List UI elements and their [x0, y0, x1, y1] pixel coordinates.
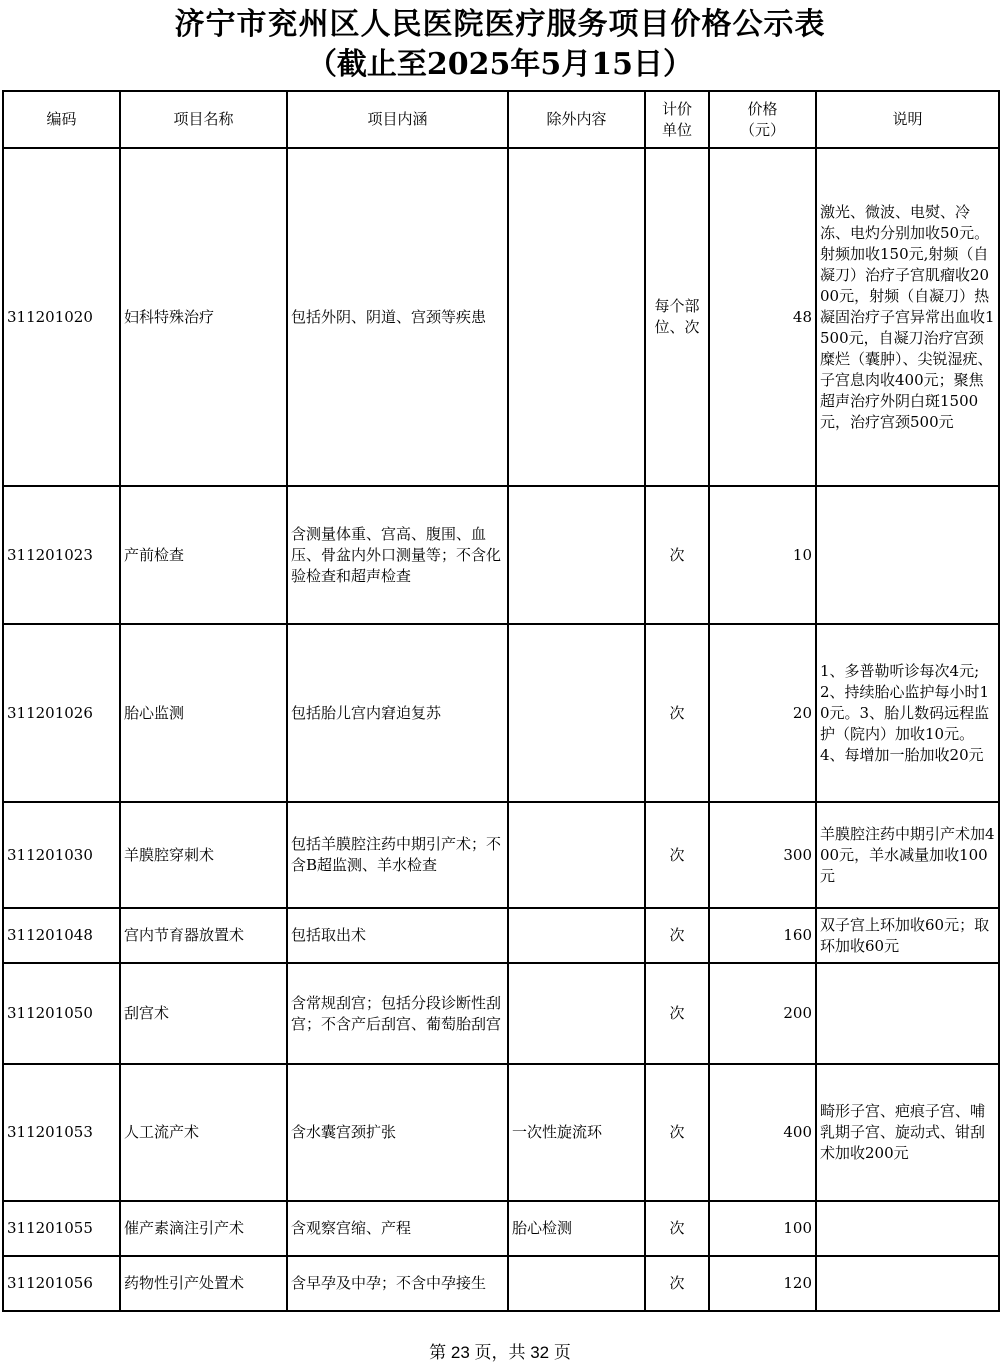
cell-price: 160 — [709, 908, 816, 963]
cell-code: 311201048 — [3, 908, 120, 963]
cell-note — [816, 486, 999, 624]
cell-name: 人工流产术 — [120, 1064, 287, 1201]
table-row — [3, 1064, 999, 1201]
header-note: 说明 — [816, 91, 999, 148]
cell-exclude: 一次性旋流环 — [508, 1064, 645, 1201]
cell-code: 311201020 — [3, 148, 120, 486]
cell-unit: 每个部位、次 — [645, 148, 709, 486]
cell-content: 含观察宫缩、产程 — [287, 1201, 508, 1256]
cell-content: 包括取出术 — [287, 908, 508, 963]
cell-content: 包括外阴、阴道、宫颈等疾患 — [287, 148, 508, 486]
cell-note: 1、多普勒听诊每次4元;2、持续胎心监护每小时10元。3、胎儿数码远程监护（院内）加收10元。4、每增加一胎加收20元 — [816, 624, 999, 802]
header-name: 项目名称 — [120, 91, 287, 148]
cell-name: 宫内节育器放置术 — [120, 908, 287, 963]
cell-code: 311201053 — [3, 1064, 120, 1201]
cell-price: 400 — [709, 1064, 816, 1201]
cell-exclude — [508, 486, 645, 624]
cell-code: 311201030 — [3, 802, 120, 908]
cell-price: 120 — [709, 1256, 816, 1311]
page-title: 济宁市兖州区人民医院医疗服务项目价格公示表 — [174, 7, 826, 42]
cell-unit: 次 — [645, 1064, 709, 1201]
cell-code: 311201026 — [3, 624, 120, 802]
cell-name: 药物性引产处置术 — [120, 1256, 287, 1311]
header-price-line2: （元） — [739, 120, 785, 139]
cell-price: 300 — [709, 802, 816, 908]
cell-price: 20 — [709, 624, 816, 802]
cell-name: 妇科特殊治疗 — [120, 148, 287, 486]
cell-name: 胎心监测 — [120, 624, 287, 802]
table-row — [3, 624, 999, 802]
cell-price: 48 — [709, 148, 816, 486]
header-price — [709, 91, 816, 148]
cell-name: 羊膜腔穿刺术 — [120, 802, 287, 908]
cell-unit: 次 — [645, 1201, 709, 1256]
cell-exclude — [508, 148, 645, 486]
cell-price: 100 — [709, 1201, 816, 1256]
cell-exclude — [508, 963, 645, 1064]
cell-content: 含早孕及中孕；不含中孕接生 — [287, 1256, 508, 1311]
cell-exclude — [508, 1256, 645, 1311]
cell-code: 311201023 — [3, 486, 120, 624]
cell-content: 含测量体重、宫高、腹围、血压、骨盆内外口测量等；不含化验检查和超声检查 — [287, 486, 508, 624]
cell-note — [816, 963, 999, 1064]
table-row — [3, 486, 999, 624]
cell-price: 10 — [709, 486, 816, 624]
cell-exclude — [508, 802, 645, 908]
header-unit-line2: 单位 — [661, 120, 692, 139]
cell-exclude — [508, 908, 645, 963]
cell-unit: 次 — [645, 1256, 709, 1311]
cell-unit: 次 — [645, 624, 709, 802]
table-row — [3, 148, 999, 486]
header-exclude: 除外内容 — [508, 91, 645, 148]
cell-note: 畸形子宫、疤痕子宫、哺乳期子宫、旋动式、钳刮术加收200元 — [816, 1064, 999, 1201]
header-price-line1: 价格 — [747, 99, 778, 118]
cell-unit: 次 — [645, 908, 709, 963]
cell-exclude — [508, 624, 645, 802]
cell-unit: 次 — [645, 963, 709, 1064]
cell-unit: 次 — [645, 802, 709, 908]
page-subtitle-date: （截止至2025年5月15日） — [306, 47, 694, 82]
table-row — [3, 963, 999, 1064]
header-unit — [645, 91, 709, 148]
table-row — [3, 802, 999, 908]
cell-code: 311201056 — [3, 1256, 120, 1311]
table-row — [3, 908, 999, 963]
cell-unit: 次 — [645, 486, 709, 624]
price-table — [2, 90, 1000, 1312]
header-unit-line1: 计价 — [661, 99, 692, 118]
cell-content: 包括羊膜腔注药中期引产术；不含B超监测、羊水检查 — [287, 802, 508, 908]
page-number: 第 23 页，共 32 页 — [429, 1343, 571, 1362]
cell-note — [816, 1256, 999, 1311]
table-row — [3, 1256, 999, 1311]
cell-code: 311201055 — [3, 1201, 120, 1256]
cell-code: 311201050 — [3, 963, 120, 1064]
cell-note — [816, 1201, 999, 1256]
cell-note: 羊膜腔注药中期引产术加400元，羊水减量加收100元 — [816, 802, 999, 908]
cell-name: 刮宫术 — [120, 963, 287, 1064]
table-header-row — [3, 91, 999, 148]
cell-name: 产前检查 — [120, 486, 287, 624]
cell-name: 催产素滴注引产术 — [120, 1201, 287, 1256]
cell-content: 包括胎儿宫内窘迫复苏 — [287, 624, 508, 802]
cell-content: 含常规刮宫；包括分段诊断性刮宫；不含产后刮宫、葡萄胎刮宫 — [287, 963, 508, 1064]
cell-note: 双子宫上环加收60元；取环加收60元 — [816, 908, 999, 963]
cell-note: 激光、微波、电熨、冷冻、电灼分别加收50元。射频加收150元,射频（自凝刀）治疗子宫肌瘤收2000元，射频（自凝刀）热凝固治疗子宫异常出血收1500元，自凝刀治疗宫颈糜烂（囊肿）、尖锐湿疣、子宫息肉收400元；聚焦超声治疗外阴白斑1500元，治疗宫颈500元 — [816, 148, 999, 486]
cell-content: 含水囊宫颈扩张 — [287, 1064, 508, 1201]
table-row — [3, 1201, 999, 1256]
cell-price: 200 — [709, 963, 816, 1064]
header-content: 项目内涵 — [287, 91, 508, 148]
cell-exclude: 胎心检测 — [508, 1201, 645, 1256]
header-code: 编码 — [3, 91, 120, 148]
